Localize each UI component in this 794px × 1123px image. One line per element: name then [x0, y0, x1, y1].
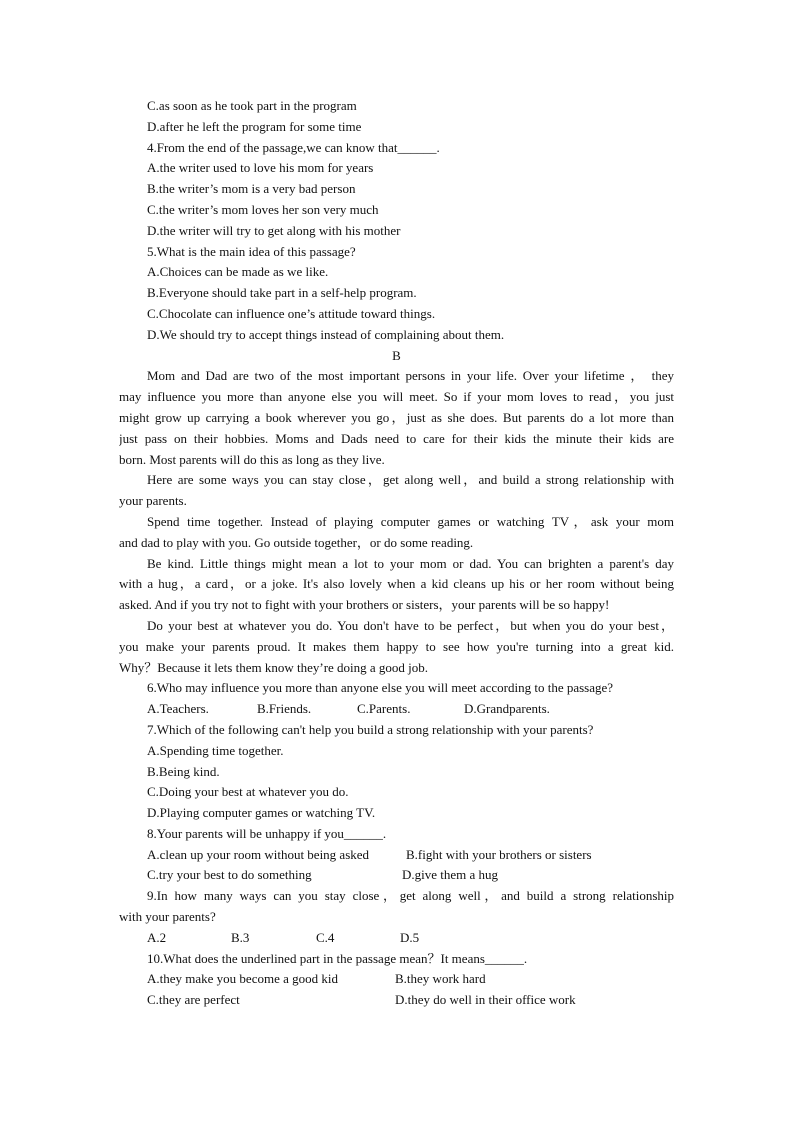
- passage-line: Be kind. Little things might mean a lot to your mom or dad. You can brighten a parent's day: [147, 555, 674, 571]
- passage-line: born. Most parents will do this as long as they live.: [119, 451, 385, 467]
- q7-option-c: C.Doing your best at whatever you do.: [147, 784, 349, 800]
- passage-line: Spend time together. Instead of playing computer games or watching TV，ask your mom: [147, 513, 674, 529]
- q6-option-b: B.Friends.: [257, 701, 312, 717]
- q4-option-d: D.the writer will try to get along with his mother: [147, 222, 401, 238]
- q9-stem-line1: 9.In how many ways can you stay close，get along well，and build a strong relationship: [147, 888, 674, 904]
- q10-stem: 10.What does the underlined part in the passage mean？It means______.: [147, 950, 528, 966]
- q7-stem: 7.Which of the following can't help you build a strong relationship with your parents?: [147, 721, 594, 737]
- q10-option-a: A.they make you become a good kid: [147, 971, 338, 987]
- q4-stem: 4.From the end of the passage,we can know that______.: [147, 139, 440, 155]
- q5-option-c: C.Chocolate can influence one’s attitude toward things.: [147, 305, 436, 321]
- q6-option-d: D.Grandparents.: [464, 701, 550, 717]
- q10-options-row1: [119, 969, 674, 990]
- q10-options-row2: [119, 990, 674, 1011]
- q7-option-d: D.Playing computer games or watching TV.: [147, 805, 376, 821]
- q3-option-d: D.after he left the program for some time: [147, 118, 362, 134]
- q8-options-row1: [119, 845, 674, 866]
- q10-option-b: B.they work hard: [395, 971, 486, 987]
- q8-option-b: B.fight with your brothers or sisters: [406, 846, 592, 862]
- passage-line: Here are some ways you can stay close，get along well，and build a strong relationship with: [147, 472, 674, 488]
- q9-stem-line2: with your parents?: [119, 909, 216, 925]
- q4-option-c: C.the writer’s mom loves her son very much: [147, 201, 379, 217]
- q8-options-row2: [119, 865, 674, 886]
- passage-line: your parents.: [119, 493, 187, 509]
- section-heading: B: [392, 347, 401, 363]
- q7-option-a: A.Spending time together.: [147, 742, 284, 758]
- passage-line: Mom and Dad are two of the most important persons in your life. Over your lifetime ， they: [147, 368, 674, 384]
- q3-option-c: C.as soon as he took part in the program: [147, 98, 357, 113]
- q9-option-a: A.2: [147, 929, 167, 945]
- q5-stem: 5.What is the main idea of this passage?: [147, 243, 356, 259]
- q7-option-b: B.Being kind.: [147, 763, 220, 779]
- q6-option-a: A.Teachers.: [147, 701, 209, 717]
- q4-option-b: B.the writer’s mom is a very bad person: [147, 181, 356, 197]
- q9-option-c: C.4: [316, 929, 335, 945]
- q9-option-d: D.5: [400, 929, 420, 945]
- passage-line: asked. And if you try not to fight with your brothers or sisters，your parents will be so happy!: [119, 597, 610, 613]
- q10-option-c: C.they are perfect: [147, 992, 240, 1008]
- q5-option-d: D.We should try to accept things instead of complaining about them.: [147, 326, 505, 342]
- q9-options: [119, 928, 674, 949]
- passage-line: might grow up carrying a book wherever you go，just as she does. But parents do a lot more than: [119, 409, 674, 425]
- passage-line: you make your parents proud. It makes them happy to see how you're turning into a great kid.: [119, 638, 674, 654]
- q4-option-a: A.the writer used to love his mom for years: [147, 160, 374, 176]
- passage-line: just pass on their hobbies. Moms and Dads need to care for their kids the minute their kids are: [119, 430, 674, 446]
- q5-option-b: B.Everyone should take part in a self-help program.: [147, 285, 417, 301]
- q6-option-c: C.Parents.: [357, 701, 411, 717]
- q8-stem: 8.Your parents will be unhappy if you______.: [147, 825, 387, 841]
- passage-line: Why？Because it lets them know they’re doing a good job.: [119, 659, 429, 675]
- passage-line: with a hug，a card，or a joke. It's also lovely when a kid cleans up his or her room without being: [119, 576, 674, 592]
- q9-option-b: B.3: [231, 929, 250, 945]
- passage-line: and dad to play with you. Go outside together，or do some reading.: [119, 534, 474, 550]
- q10-option-d: D.they do well in their office work: [395, 992, 576, 1008]
- passage-line: may influence you more than anyone else you will meet. So if your mom loves to read，you just: [119, 389, 674, 405]
- q6-options: [119, 699, 674, 720]
- passage-line: Do your best at whatever you do. You don't have to be perfect，but when you do your best，: [147, 617, 674, 633]
- page-content: [119, 96, 674, 1011]
- q6-stem: 6.Who may influence you more than anyone else you will meet according to the passage?: [147, 680, 614, 696]
- q8-option-c: C.try your best to do something: [147, 867, 312, 883]
- q5-option-a: A.Choices can be made as we like.: [147, 264, 329, 280]
- q8-option-d: D.give them a hug: [402, 867, 499, 883]
- q8-option-a: A.clean up your room without being asked: [147, 846, 370, 862]
